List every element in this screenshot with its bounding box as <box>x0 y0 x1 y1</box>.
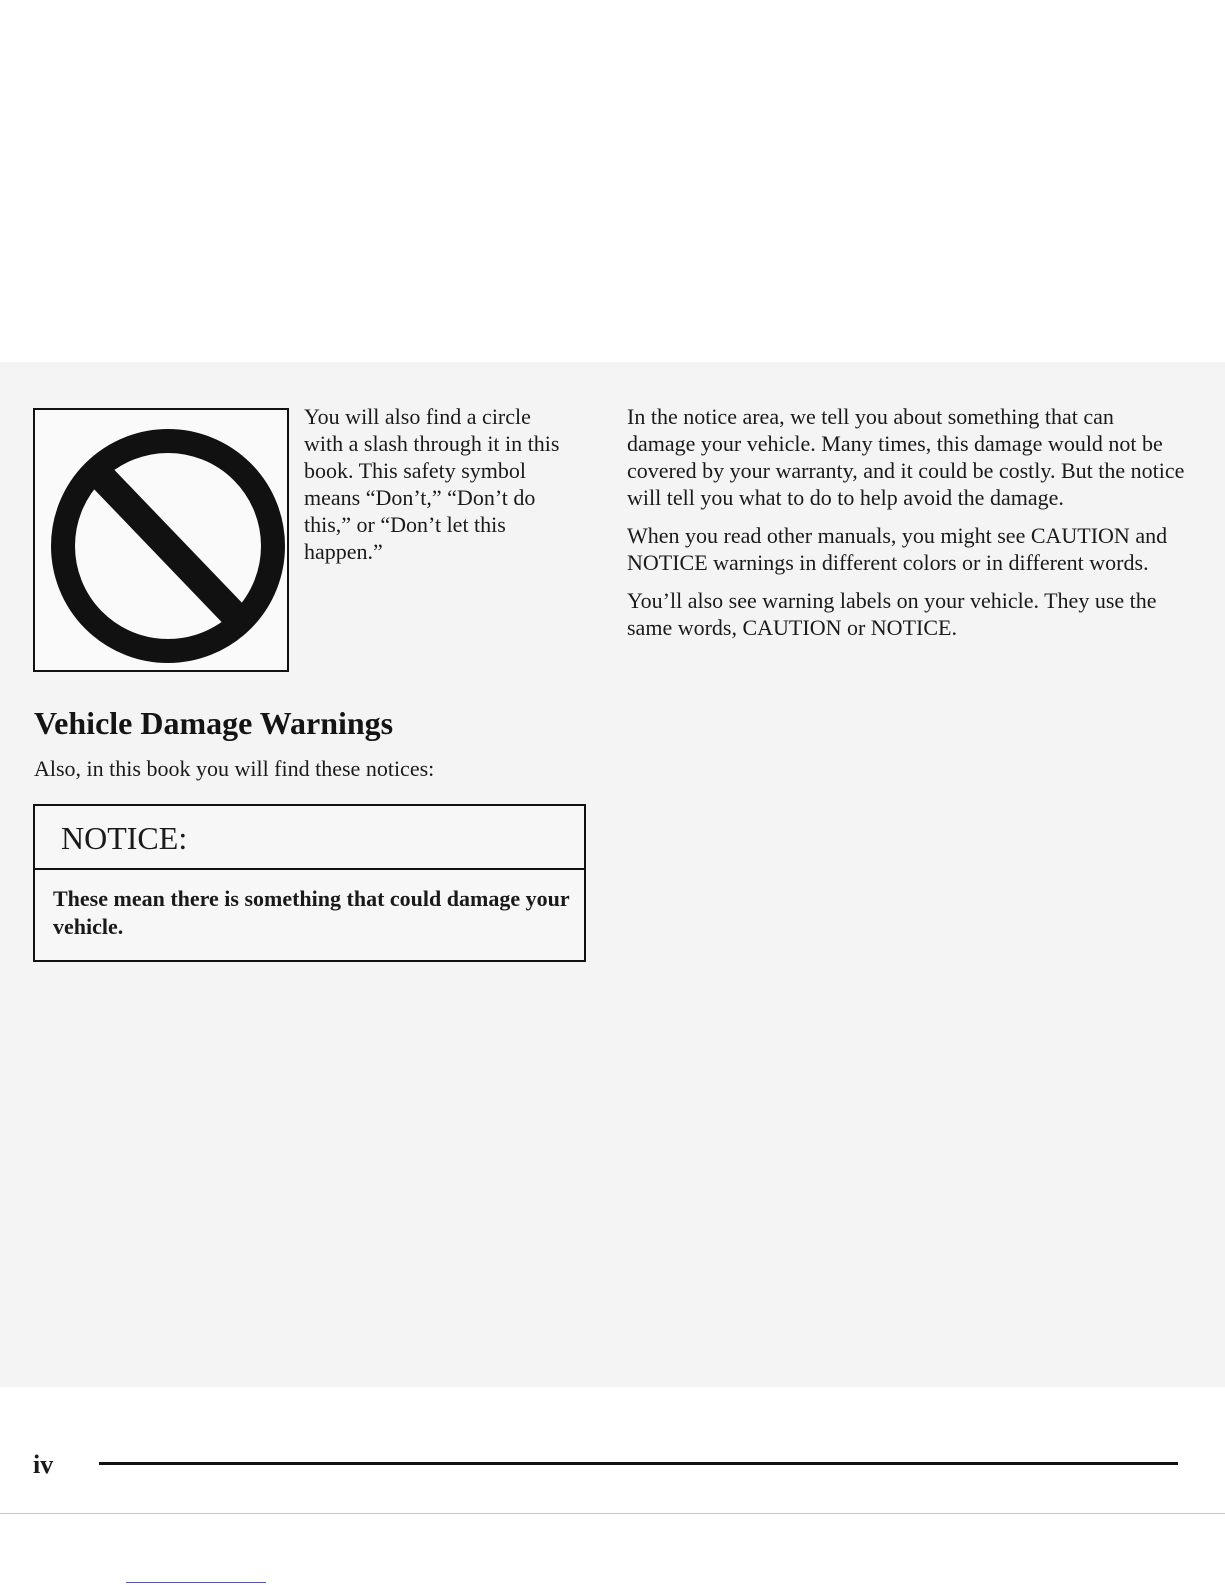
paragraph: You’ll also see warning labels on your vehicle. They use the same words, CAUTION or NOTICE. <box>627 588 1157 640</box>
notice-title: NOTICE: <box>35 806 584 870</box>
notice-body: These mean there is something that could damage your vehicle. <box>53 886 570 939</box>
paragraph: When you read other manuals, you might see CAUTION and NOTICE warnings in different colors or in different words. <box>627 523 1168 575</box>
right-column <box>627 403 1187 652</box>
divider <box>0 1513 1225 1514</box>
paragraph: In the notice area, we tell you about something that can damage your vehicle. Many times, this damage would not be covered by your warranty, and it could be costly. But the notice will tell you what to do to help avoid the damage. <box>627 404 1185 510</box>
symbol-description: You will also find a circle with a slash through it in this book. This safety symbol means “Don’t,” “Don’t do this,” or “Don’t let this happen.” <box>304 404 560 564</box>
notice-box <box>33 804 586 962</box>
page-number: iv <box>33 1450 54 1479</box>
footer-rule <box>99 1462 1178 1465</box>
no-symbol-figure <box>33 408 289 672</box>
divider <box>126 1582 266 1583</box>
section-intro: Also, in this book you will find these notices: <box>34 756 435 781</box>
no-symbol-icon <box>35 410 291 674</box>
section-heading: Vehicle Damage Warnings <box>34 705 394 741</box>
